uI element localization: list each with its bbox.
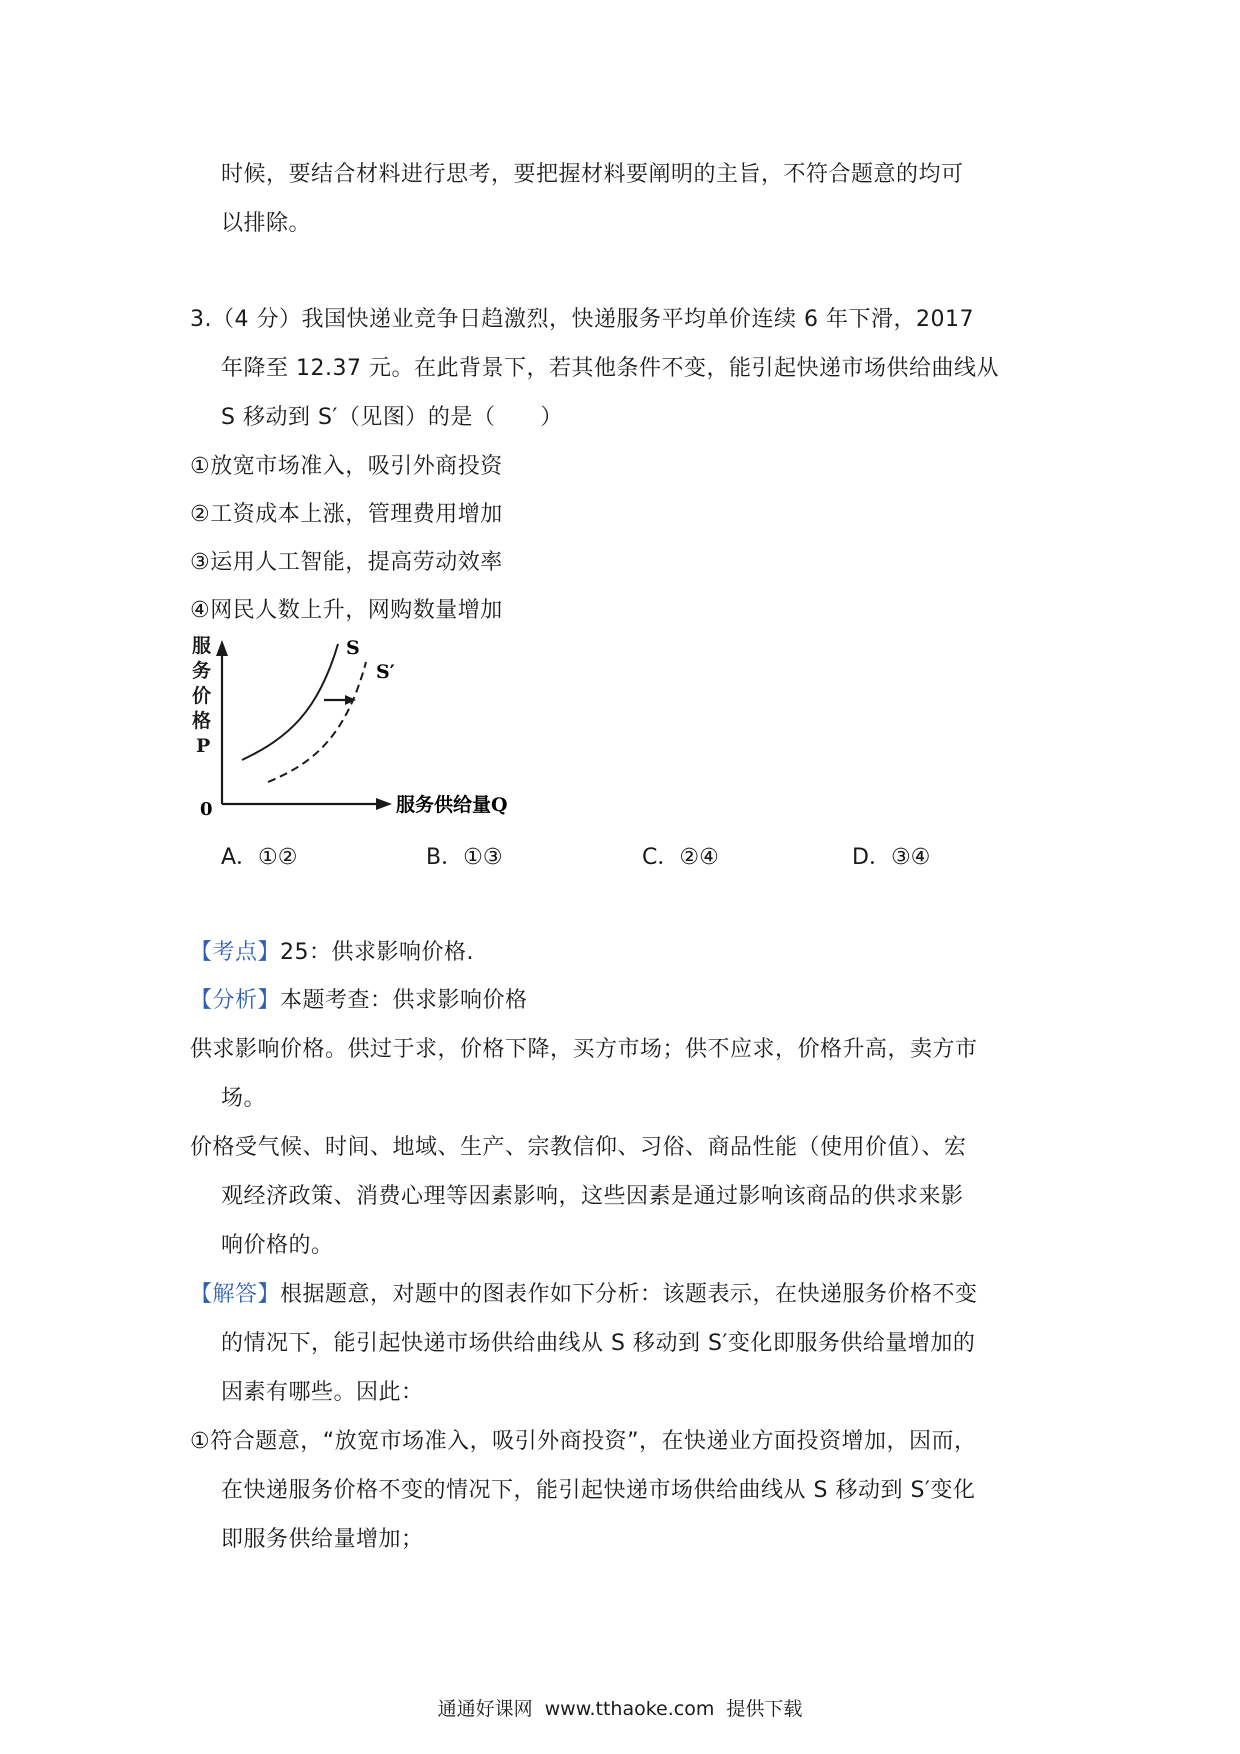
- y-label-char: 格: [192, 710, 212, 732]
- y-label-char: 价: [192, 685, 212, 707]
- jieda-body-line: 的情况下，能引起快递市场供给曲线从 S 移动到 S′变化即服务供给量增加的: [221, 1331, 976, 1356]
- analysis-body-line: 供求影响价格。供过于求，价格下降，买方市场；供不应求，价格升高，卖方市: [190, 1037, 978, 1062]
- kaodian-line: [190, 938, 474, 968]
- y-axis-arrow: [216, 640, 228, 656]
- fenxi-line: [190, 986, 528, 1016]
- footer: [0, 1696, 1240, 1722]
- kaodian-tag: 【考点】: [190, 940, 281, 965]
- jieda-body-line: ①符合题意，“放宽市场准入，吸引外商投资”，在快递业方面投资增加，因而，: [190, 1429, 977, 1454]
- analysis-body-line: 观经济政策、消费心理等因素影响，这些因素是通过影响该商品的供求来影: [221, 1184, 964, 1209]
- footer-url[interactable]: www.tthaoke.com: [544, 1698, 715, 1720]
- statement-3: ③运用人工智能，提高劳动效率: [190, 550, 503, 575]
- y-label-char: P: [196, 735, 211, 757]
- curve-s-prime-label: S′: [376, 661, 395, 683]
- y-axis-label: [192, 635, 212, 757]
- y-label-char: 服: [192, 635, 212, 657]
- statement-4: ④网民人数上升，网购数量增加: [190, 598, 503, 623]
- prev-answer-line-1: 时候，要结合材料进行思考，要把握材料要阐明的主旨，不符合题意的均可: [221, 162, 964, 187]
- footer-tail: 提供下载: [726, 1698, 803, 1720]
- jieda-body-line: 在快递服务价格不变的情况下，能引起快递市场供给曲线从 S 移动到 S′变化: [221, 1478, 976, 1503]
- option-d: D．③④: [852, 845, 931, 870]
- curve-s-label: S: [346, 637, 360, 659]
- kaodian-text: 25：供求影响价格.: [280, 940, 475, 965]
- analysis-body-line: 价格受气候、时间、地域、生产、宗教信仰、习俗、商品性能（使用价值）、宏: [190, 1135, 967, 1160]
- question-stem-line-3: S 移动到 S′（见图）的是（ ）: [221, 405, 563, 430]
- x-axis-arrow: [376, 798, 392, 810]
- x-axis-label: 服务供给量Q: [396, 794, 508, 816]
- supply-curve-s-prime: [268, 662, 366, 782]
- origin-label: 0: [200, 799, 213, 820]
- jieda-body-line: 因素有哪些。因此：: [221, 1380, 424, 1405]
- fenxi-text: 本题考查：供求影响价格: [280, 988, 528, 1013]
- question-stem-line-2: 年降至 12.37 元。在此背景下，若其他条件不变，能引起快递市场供给曲线从: [221, 356, 999, 381]
- question-stem-line-1: 3.（4 分）我国快递业竞争日趋激烈，快递服务平均单价连续 6 年下滑，2017: [190, 307, 974, 332]
- jieda-line: [190, 1280, 978, 1310]
- jieda-body-line: 即服务供给量增加；: [221, 1527, 424, 1552]
- statement-2: ②工资成本上涨，管理费用增加: [190, 502, 503, 527]
- y-label-char: 务: [192, 660, 212, 682]
- footer-site: 通通好课网: [437, 1698, 533, 1720]
- fenxi-tag: 【分析】: [190, 988, 281, 1013]
- analysis-body-line: 响价格的。: [221, 1233, 334, 1258]
- option-b: B．①③: [426, 845, 503, 870]
- jieda-text: 根据题意，对题中的图表作如下分析：该题表示，在快递服务价格不变: [280, 1282, 978, 1307]
- option-a: A．①②: [221, 845, 298, 870]
- supply-curve-diagram: [190, 630, 570, 830]
- supply-curve-s: [242, 644, 338, 760]
- prev-answer-line-2: 以排除。: [221, 211, 312, 236]
- statement-1: ①放宽市场准入，吸引外商投资: [190, 454, 503, 479]
- jieda-tag: 【解答】: [190, 1282, 281, 1307]
- analysis-body-line: 场。: [221, 1086, 267, 1111]
- option-c: C．②④: [642, 845, 719, 870]
